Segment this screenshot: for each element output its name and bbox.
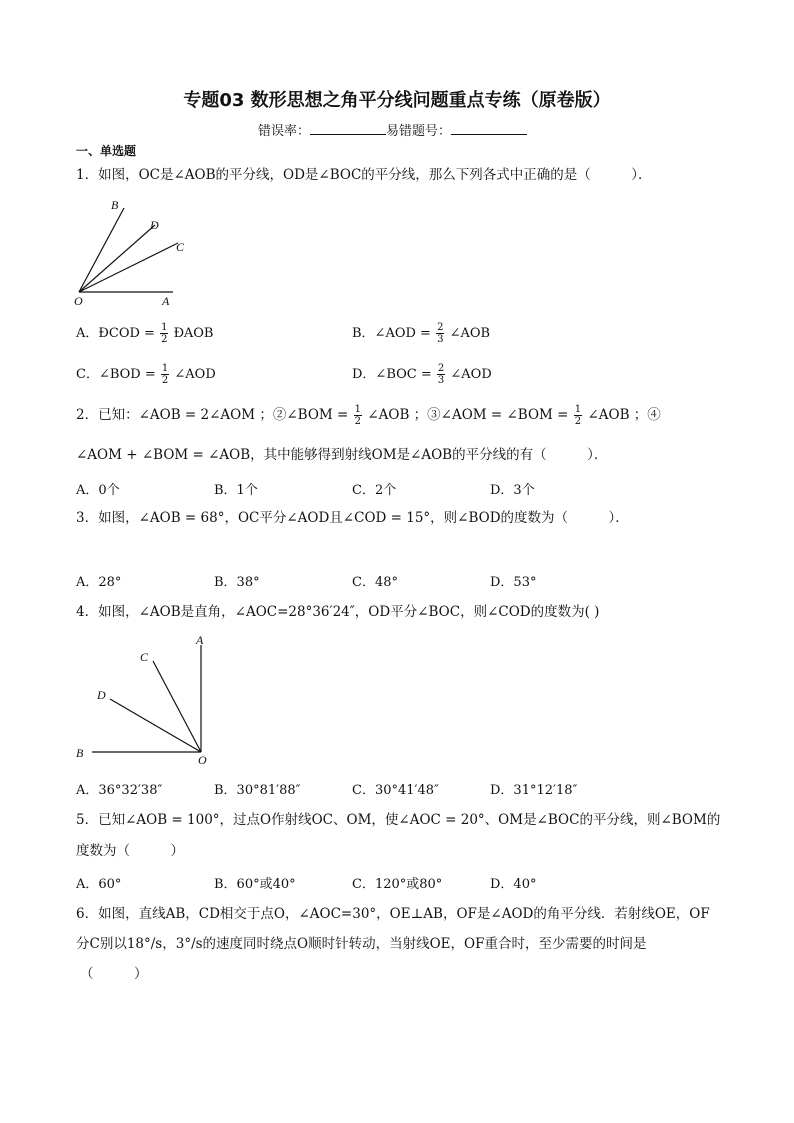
q1-d-num: 2 xyxy=(437,363,445,374)
ray-od xyxy=(79,225,155,292)
q1-c-fraction xyxy=(161,363,169,386)
q2-den-1: 2 xyxy=(354,416,362,427)
q2-fraction-1 xyxy=(354,404,362,427)
question-4-stem: 4．如图，∠AOB是直角，∠AOC=28°36′24″，OD平分∠BOC，则∠COD的度数为( ) xyxy=(76,604,600,620)
label-o: O xyxy=(198,753,207,767)
q2-num-1: 1 xyxy=(354,404,362,415)
question-2-line-1 xyxy=(76,404,661,427)
question-5-line-1: 5．已知∠AOB = 100°，过点O作射线OC、OM，使∠AOC = 20°、OM是∠BOC的平分线，则∠BOM的 xyxy=(76,812,721,828)
q1-b-num: 2 xyxy=(437,322,444,333)
q1-option-b xyxy=(352,322,490,345)
error-rate-label: 错误率： xyxy=(258,124,311,139)
q1-b-fraction xyxy=(436,322,444,345)
section-heading: 一、单选题 xyxy=(76,144,137,158)
question-6-line-1: 6．如图，直线AB，CD相交于点O，∠AOC=30°，OE⊥AB，OF是∠AOD的角平分线．若射线OE，OF xyxy=(76,906,710,922)
q5-option-b: B．60°或40° xyxy=(214,877,296,892)
q3-option-a: A．28° xyxy=(76,575,122,590)
q1-option-a xyxy=(76,322,213,345)
q5-option-c: C．120°或80° xyxy=(352,877,443,892)
q2-option-d: D．3个 xyxy=(490,483,535,498)
page-title: 专题03 数形思想之角平分线问题重点专练（原卷版） xyxy=(183,90,611,111)
label-d: D xyxy=(97,688,106,702)
q2-part-a: 2．已知：∠AOB = 2∠AOM ；②∠BOM = xyxy=(76,407,349,423)
q1-option-c xyxy=(76,363,216,386)
q2-fraction-2 xyxy=(574,404,582,427)
q1-b-den: 3 xyxy=(437,334,444,345)
question-6-line-2: 分C别以18°/s，3°/s的速度同时绕点O顺时针转动，当射线OE，OF重合时，至少需要的时间是 xyxy=(76,936,647,952)
ray-oc xyxy=(79,243,178,292)
q1-b-prefix: B．∠AOD = xyxy=(352,326,431,341)
q1-c-prefix: C．∠BOD = xyxy=(76,367,156,382)
q3-option-c: C．48° xyxy=(352,575,398,590)
q1-a-suffix: ÐAOB xyxy=(173,326,214,341)
question-1-stem: 1．如图，OC是∠AOB的平分线，OD是∠BOC的平分线，那么下列各式中正确的是（ ）． xyxy=(76,167,652,183)
q2-num-2: 1 xyxy=(574,404,582,415)
q1-c-den: 2 xyxy=(161,375,169,386)
error-items-blank xyxy=(451,122,527,135)
q5-option-d: D．40° xyxy=(490,877,537,892)
label-b: B xyxy=(76,746,84,760)
q2-part-c: ∠AOB ；④ xyxy=(587,407,661,423)
ray-ob xyxy=(79,208,124,292)
q1-a-den: 2 xyxy=(161,334,168,345)
q2-option-c: C．2个 xyxy=(352,483,397,498)
q1-option-d xyxy=(352,363,492,386)
q4-option-d: D．31°12′18″ xyxy=(490,783,578,798)
q1-d-suffix: ∠AOD xyxy=(450,367,492,382)
question-5-line-2: 度数为（ ） xyxy=(76,843,184,859)
label-a: A xyxy=(162,294,170,308)
q2-part-b: ∠AOB ；③∠AOM = ∠BOM = xyxy=(367,407,569,423)
q1-d-fraction xyxy=(437,363,445,386)
question-2-line-2: ∠AOM + ∠BOM = ∠AOB，其中能够得到射线OM是∠AOB的平分线的有（ ）． xyxy=(76,447,608,463)
label-o: O xyxy=(74,294,83,308)
label-c: C xyxy=(140,650,149,664)
q4-option-c: C．30°41′48″ xyxy=(352,783,439,798)
label-a: A xyxy=(196,633,204,647)
q1-d-den: 3 xyxy=(437,375,445,386)
q4-option-a: A．36°32′38″ xyxy=(76,783,163,798)
error-items-label: 易错题号： xyxy=(386,124,452,139)
score-line xyxy=(258,120,527,139)
q1-c-suffix: ∠AOD xyxy=(174,367,216,382)
label-c: C xyxy=(176,240,185,254)
q1-c-num: 1 xyxy=(161,363,169,374)
error-rate-blank xyxy=(310,122,386,135)
question-6-line-3: （ ） xyxy=(80,966,148,982)
q3-option-d: D．53° xyxy=(490,575,537,590)
label-b: B xyxy=(111,198,119,212)
question-4-figure xyxy=(70,630,220,770)
q2-den-2: 2 xyxy=(574,416,582,427)
q1-a-num: 1 xyxy=(161,322,168,333)
q1-a-prefix: A．ÐCOD = xyxy=(76,326,155,341)
q1-b-suffix: ∠AOB xyxy=(449,326,491,341)
q2-option-b: B．1个 xyxy=(214,483,258,498)
label-d: D xyxy=(150,218,159,232)
question-1-figure xyxy=(70,195,200,310)
q5-option-a: A．60° xyxy=(76,877,122,892)
q2-option-a: A．0个 xyxy=(76,483,120,498)
q1-d-prefix: D．∠BOC = xyxy=(352,367,432,382)
q1-a-fraction xyxy=(160,322,168,345)
q4-option-b: B．30°81′88″ xyxy=(214,783,301,798)
q3-option-b: B．38° xyxy=(214,575,260,590)
question-3-stem: 3．如图，∠AOB = 68°，OC平分∠AOD且∠COD = 15°，则∠BOD的度数为（ ）． xyxy=(76,510,629,526)
